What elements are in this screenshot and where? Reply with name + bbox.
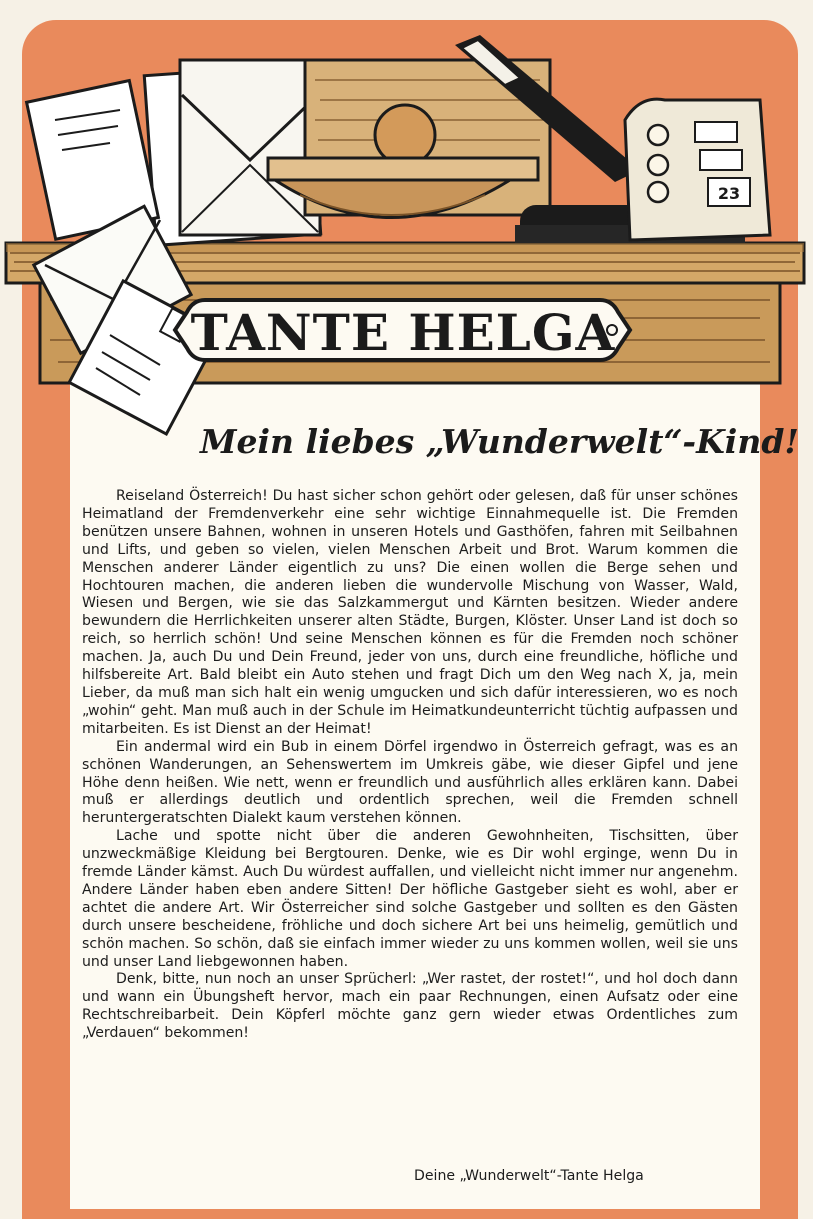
letter-paragraph: Denk, bitte, nun noch an unser Sprücherl: „Wer rastet, der rostet!“, und hol doch dann und wann ein Übungsheft hervor, mach ein paar Rechnungen, einen Aufsatz oder eine Rechtschreibarbeit. Dein Köpferl möchte ganz gern wieder etwas Ordentliches zum „Verdauen“ bekommen!	[82, 971, 738, 1042]
letter-greeting: Mein liebes „Wunderwelt“-Kind!	[200, 422, 799, 461]
desk-shelf-illustration	[0, 0, 813, 440]
letter-signature: Deine „Wunderwelt“-Tante Helga	[414, 1168, 644, 1184]
letter-body	[82, 488, 738, 1043]
letter-paragraph: Reiseland Österreich! Du hast sicher schon gehört oder gelesen, daß für unser schönes Heimatland der Fremdenverkehr eine sehr wichtige Einnahmequelle ist. Die Fremden benützen unsere Bahnen, wohnen in unseren Hotels und Gasthöfen, fahren mit Seilbahnen und Lifts, und geben so vielen, vielen Menschen Arbeit und Brot. Warum kommen die Menschen anderer Länder eigentlich zu uns? Die einen wollen die Berge sehen und Hochtouren machen, die anderen lieben die wundervolle Mischung von Wasser, Wald, Wiesen und Bergen, wie sie das Salzkammergut und Kärnten besitzen. Wieder andere bewundern die Herrlichkeiten unserer alten Städte, Burgen, Klöster. Unser Land ist doch so reich, so herrlich schön! Und seine Menschen können es für die Fremden noch schöner machen. Ja, auch Du und Dein Freund, jeder von uns, durch eine freundliche, höfliche und hilfsbereite Art. Bald bleibt ein Auto stehen und fragt Dich um den Weg nach X, ja, mein Lieber, da muß man sich halt ein wenig umgucken und sich dafür interessieren, wo es noch „wohin“ geht. Man muß auch in der Schule im Heimatkundeunterricht tüchtig aufpassen und mitarbeiten. Es ist Dienst an der Heimat!	[82, 488, 738, 737]
letter-paragraph: Lache und spotte nicht über die anderen Gewohnheiten, Tischsitten, über unzweckmäßige Kleidung bei Bergtouren. Denke, wie es Dir wohl erginge, wenn Du in fremde Länder kämst. Auch Du würdest auffallen, und vielleicht nicht immer nur angenehm. Andere Länder haben eben andere Sitten! Der höfliche Gastgeber sieht es wohl, aber er achtet die andere Art. Wir Österreicher sind solche Gastgeber und sollten es den Gästen durch unsere bescheidene, fröhliche und doch sichere Art bei uns heimelig, gemütlich und schön machen. So schön, daß sie einfach immer wieder zu uns kommen wollen, weil sie uns und unser Land liebgewonnen haben.	[82, 828, 738, 970]
nameplate-title: TANTE HELGA	[190, 302, 616, 362]
desk-calendar-icon	[625, 99, 770, 240]
letter-stack-icon	[27, 60, 321, 245]
calendar-day: 23	[717, 184, 741, 203]
letter-paragraph: Ein andermal wird ein Bub in einem Dörfel irgendwo in Österreich gefragt, was es an schönen Wanderungen, an Sehenswertem im Umkreis gäbe, wie dieser Gipfel und jene Höhe denn heißen. Wie nett, wenn er freundlich und ausführlich alles erklären kann. Dabei muß er allerdings deutlich und ordentlich sprechen, weil die Fremden schnell heruntergeratschten Dialekt kaum verstehen können.	[82, 738, 738, 827]
